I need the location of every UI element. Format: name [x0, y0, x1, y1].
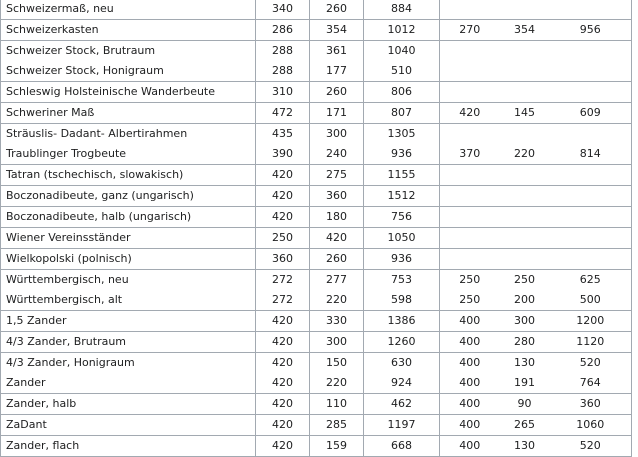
- inner-height-cell: 265: [500, 415, 550, 436]
- inner-height-cell: [500, 41, 550, 62]
- outer-height-cell: 300: [310, 124, 364, 145]
- inner-area-cell: [550, 41, 632, 62]
- frame-name-cell: Württembergisch, neu: [1, 270, 256, 291]
- outer-height-cell: 360: [310, 186, 364, 207]
- outer-area-cell: 807: [364, 103, 440, 124]
- table-row: [1, 270, 632, 291]
- outer-area-cell: 1260: [364, 332, 440, 353]
- outer-height-cell: 300: [310, 332, 364, 353]
- inner-area-cell: 814: [550, 144, 632, 165]
- table-row: [1, 290, 632, 311]
- inner-area-cell: [550, 165, 632, 186]
- outer-height-cell: 180: [310, 207, 364, 228]
- outer-width-cell: 288: [256, 61, 310, 82]
- outer-height-cell: 330: [310, 311, 364, 332]
- inner-width-cell: 400: [440, 394, 500, 415]
- table-row: [1, 207, 632, 228]
- outer-area-cell: 462: [364, 394, 440, 415]
- frame-name-cell: Tatran (tschechisch, slowakisch): [1, 165, 256, 186]
- inner-width-cell: [440, 228, 500, 249]
- inner-width-cell: [440, 41, 500, 62]
- table-row: [1, 144, 632, 165]
- inner-width-cell: 250: [459, 293, 481, 306]
- outer-area-cell: 924: [364, 373, 440, 394]
- outer-area-cell: 1050: [364, 228, 440, 249]
- table-row: [1, 82, 632, 103]
- outer-height-cell: 354: [310, 20, 364, 41]
- inner-height-cell: [500, 0, 550, 20]
- inner-height-cell: 354: [500, 20, 550, 41]
- frame-name-cell: 1,5 Zander: [1, 311, 256, 332]
- inner-width-cell: 400: [440, 332, 500, 353]
- frame-name-cell: Schweizermaß, neu: [1, 0, 256, 20]
- frame-name-cell: Württembergisch, alt: [1, 290, 256, 311]
- inner-width-cell: 400: [440, 415, 500, 436]
- frame-name-cell: ZaDant: [1, 415, 256, 436]
- inner-height-cell: 220: [514, 147, 535, 160]
- inner-area-cell: 764: [550, 373, 632, 394]
- inner-width-cell: 400: [440, 436, 500, 457]
- inner-width-cell: [440, 165, 500, 186]
- outer-width-cell: 420: [256, 394, 310, 415]
- outer-area-cell: 1386: [364, 311, 440, 332]
- inner-width-cell: [440, 0, 500, 20]
- outer-width-cell: 420: [256, 436, 310, 457]
- outer-width-cell: 420: [256, 311, 310, 332]
- outer-width-cell: 420: [256, 353, 310, 374]
- outer-width-cell: 360: [256, 249, 310, 270]
- outer-area-cell: 510: [364, 61, 440, 82]
- inner-area-cell: 1200: [550, 311, 632, 332]
- outer-width-cell: 472: [256, 103, 310, 124]
- outer-height-cell: 277: [310, 270, 364, 291]
- table-row: [1, 20, 632, 41]
- outer-width-cell: 435: [256, 124, 310, 145]
- outer-height-cell: 159: [310, 436, 364, 457]
- frame-name-cell: Traublinger Trogbeute: [1, 144, 256, 165]
- inner-height-cell: [500, 207, 550, 228]
- outer-height-cell: 220: [310, 290, 364, 311]
- inner-area-cell: 609: [550, 103, 632, 124]
- inner-width-cell: 420: [440, 103, 500, 124]
- outer-width-cell: 420: [256, 373, 310, 394]
- inner-area-cell: 1120: [550, 332, 632, 353]
- outer-width-cell: 340: [256, 0, 310, 20]
- inner-area-cell: 956: [550, 20, 632, 41]
- outer-height-cell: 110: [310, 394, 364, 415]
- frame-name-cell: Wiener Vereinsständer: [1, 228, 256, 249]
- outer-area-cell: 1012: [364, 20, 440, 41]
- frame-name-cell: Zander, halb: [1, 394, 256, 415]
- table-body: [1, 0, 632, 457]
- frame-name-cell: Schleswig Holsteinische Wanderbeute: [1, 82, 256, 103]
- outer-area-cell: 1040: [364, 41, 440, 62]
- inner-height-cell: 130: [500, 353, 550, 374]
- table-row: [1, 373, 632, 394]
- inner-height-cell: [500, 124, 550, 145]
- outer-width-cell: 390: [256, 144, 310, 165]
- outer-width-cell: 272: [256, 290, 310, 311]
- outer-height-cell: 275: [310, 165, 364, 186]
- inner-width-cell: 400: [440, 311, 500, 332]
- inner-area-cell: [550, 0, 632, 20]
- table-row: [1, 41, 632, 62]
- outer-area-cell: 598: [364, 290, 440, 311]
- outer-height-cell: 150: [310, 353, 364, 374]
- inner-width-cell: 400: [459, 376, 481, 389]
- table-row: [1, 311, 632, 332]
- inner-height-cell: [500, 228, 550, 249]
- outer-width-cell: 420: [256, 415, 310, 436]
- outer-height-cell: 220: [310, 373, 364, 394]
- outer-height-cell: 260: [310, 0, 364, 20]
- frame-name-cell: Schweizer Stock, Honigraum: [1, 61, 256, 82]
- outer-area-cell: 630: [364, 353, 440, 374]
- inner-height-cell: 200: [514, 293, 535, 306]
- inner-area-cell: [550, 228, 632, 249]
- inner-area-cell: [550, 207, 632, 228]
- inner-area-cell: [550, 82, 632, 103]
- outer-area-cell: 936: [364, 144, 440, 165]
- inner-height-cell: [500, 165, 550, 186]
- inner-width-cell: [440, 82, 500, 103]
- inner-height-cell: [500, 249, 550, 270]
- table-row: [1, 124, 632, 145]
- table-row: [1, 228, 632, 249]
- inner-area-cell: [550, 249, 632, 270]
- table-row: [1, 249, 632, 270]
- inner-area-cell: 520: [550, 436, 632, 457]
- outer-width-cell: 272: [256, 270, 310, 291]
- frame-name-cell: Zander, flach: [1, 436, 256, 457]
- outer-height-cell: 177: [310, 61, 364, 82]
- table-row: [1, 353, 632, 374]
- outer-width-cell: 420: [256, 165, 310, 186]
- inner-width-cell: [440, 124, 500, 145]
- outer-area-cell: 884: [364, 0, 440, 20]
- inner-width-cell: 400: [440, 353, 500, 374]
- outer-height-cell: 420: [310, 228, 364, 249]
- frame-name-cell: Schweizerkasten: [1, 20, 256, 41]
- inner-height-cell: 90: [500, 394, 550, 415]
- outer-area-cell: 1512: [364, 186, 440, 207]
- frame-name-cell: Zander: [1, 373, 256, 394]
- outer-area-cell: 936: [364, 249, 440, 270]
- inner-width-cell: [440, 207, 500, 228]
- table-row: [1, 394, 632, 415]
- table-row: [1, 0, 632, 20]
- inner-area-cell: 520: [550, 353, 632, 374]
- outer-width-cell: 420: [256, 332, 310, 353]
- outer-width-cell: 286: [256, 20, 310, 41]
- inner-width-cell: 270: [440, 20, 500, 41]
- table-row: [1, 103, 632, 124]
- inner-area-cell: 625: [550, 270, 632, 291]
- table-row: [1, 332, 632, 353]
- frame-name-cell: 4/3 Zander, Brutraum: [1, 332, 256, 353]
- frame-name-cell: 4/3 Zander, Honigraum: [1, 353, 256, 374]
- inner-height-cell: 145: [500, 103, 550, 124]
- outer-width-cell: 310: [256, 82, 310, 103]
- outer-area-cell: 756: [364, 207, 440, 228]
- inner-height-cell: 250: [500, 270, 550, 291]
- outer-width-cell: 250: [256, 228, 310, 249]
- outer-area-cell: 1305: [364, 124, 440, 145]
- table-row: [1, 61, 632, 82]
- inner-height-cell: 130: [500, 436, 550, 457]
- inner-area-cell: [550, 186, 632, 207]
- outer-height-cell: 260: [310, 82, 364, 103]
- inner-width-cell: 370: [459, 147, 481, 160]
- outer-width-cell: 288: [256, 41, 310, 62]
- outer-height-cell: 260: [310, 249, 364, 270]
- outer-area-cell: 1197: [364, 415, 440, 436]
- table-row: [1, 415, 632, 436]
- inner-area-cell: [550, 61, 632, 82]
- outer-area-cell: 668: [364, 436, 440, 457]
- inner-area-cell: [550, 124, 632, 145]
- outer-height-cell: 361: [310, 41, 364, 62]
- inner-width-cell: [440, 186, 500, 207]
- frame-name-cell: Sträuslis- Dadant- Albertirahmen: [1, 124, 256, 145]
- table-row: [1, 165, 632, 186]
- inner-height-cell: 280: [500, 332, 550, 353]
- outer-height-cell: 285: [310, 415, 364, 436]
- inner-area-cell: 500: [550, 290, 632, 311]
- inner-area-cell: 360: [550, 394, 632, 415]
- inner-height-cell: 300: [500, 311, 550, 332]
- frame-name-cell: Wielkopolski (polnisch): [1, 249, 256, 270]
- inner-height-cell: [500, 186, 550, 207]
- table-row: [1, 186, 632, 207]
- inner-height-cell: 191: [514, 376, 535, 389]
- outer-area-cell: 1155: [364, 165, 440, 186]
- outer-width-cell: 420: [256, 186, 310, 207]
- table-row: [1, 436, 632, 457]
- outer-height-cell: 240: [310, 144, 364, 165]
- inner-width-cell: [440, 249, 500, 270]
- outer-area-cell: 753: [364, 270, 440, 291]
- frame-name-cell: Boczonadibeute, halb (ungarisch): [1, 207, 256, 228]
- outer-height-cell: 171: [310, 103, 364, 124]
- inner-height-cell: [500, 61, 550, 82]
- frame-name-cell: Boczonadibeute, ganz (ungarisch): [1, 186, 256, 207]
- inner-width-cell: [440, 61, 500, 82]
- frame-name-cell: Schweriner Maß: [1, 103, 256, 124]
- inner-area-cell: 1060: [550, 415, 632, 436]
- outer-width-cell: 420: [256, 207, 310, 228]
- inner-width-cell: 250: [440, 270, 500, 291]
- outer-area-cell: 806: [364, 82, 440, 103]
- frame-name-cell: Schweizer Stock, Brutraum: [1, 41, 256, 62]
- inner-height-cell: [500, 82, 550, 103]
